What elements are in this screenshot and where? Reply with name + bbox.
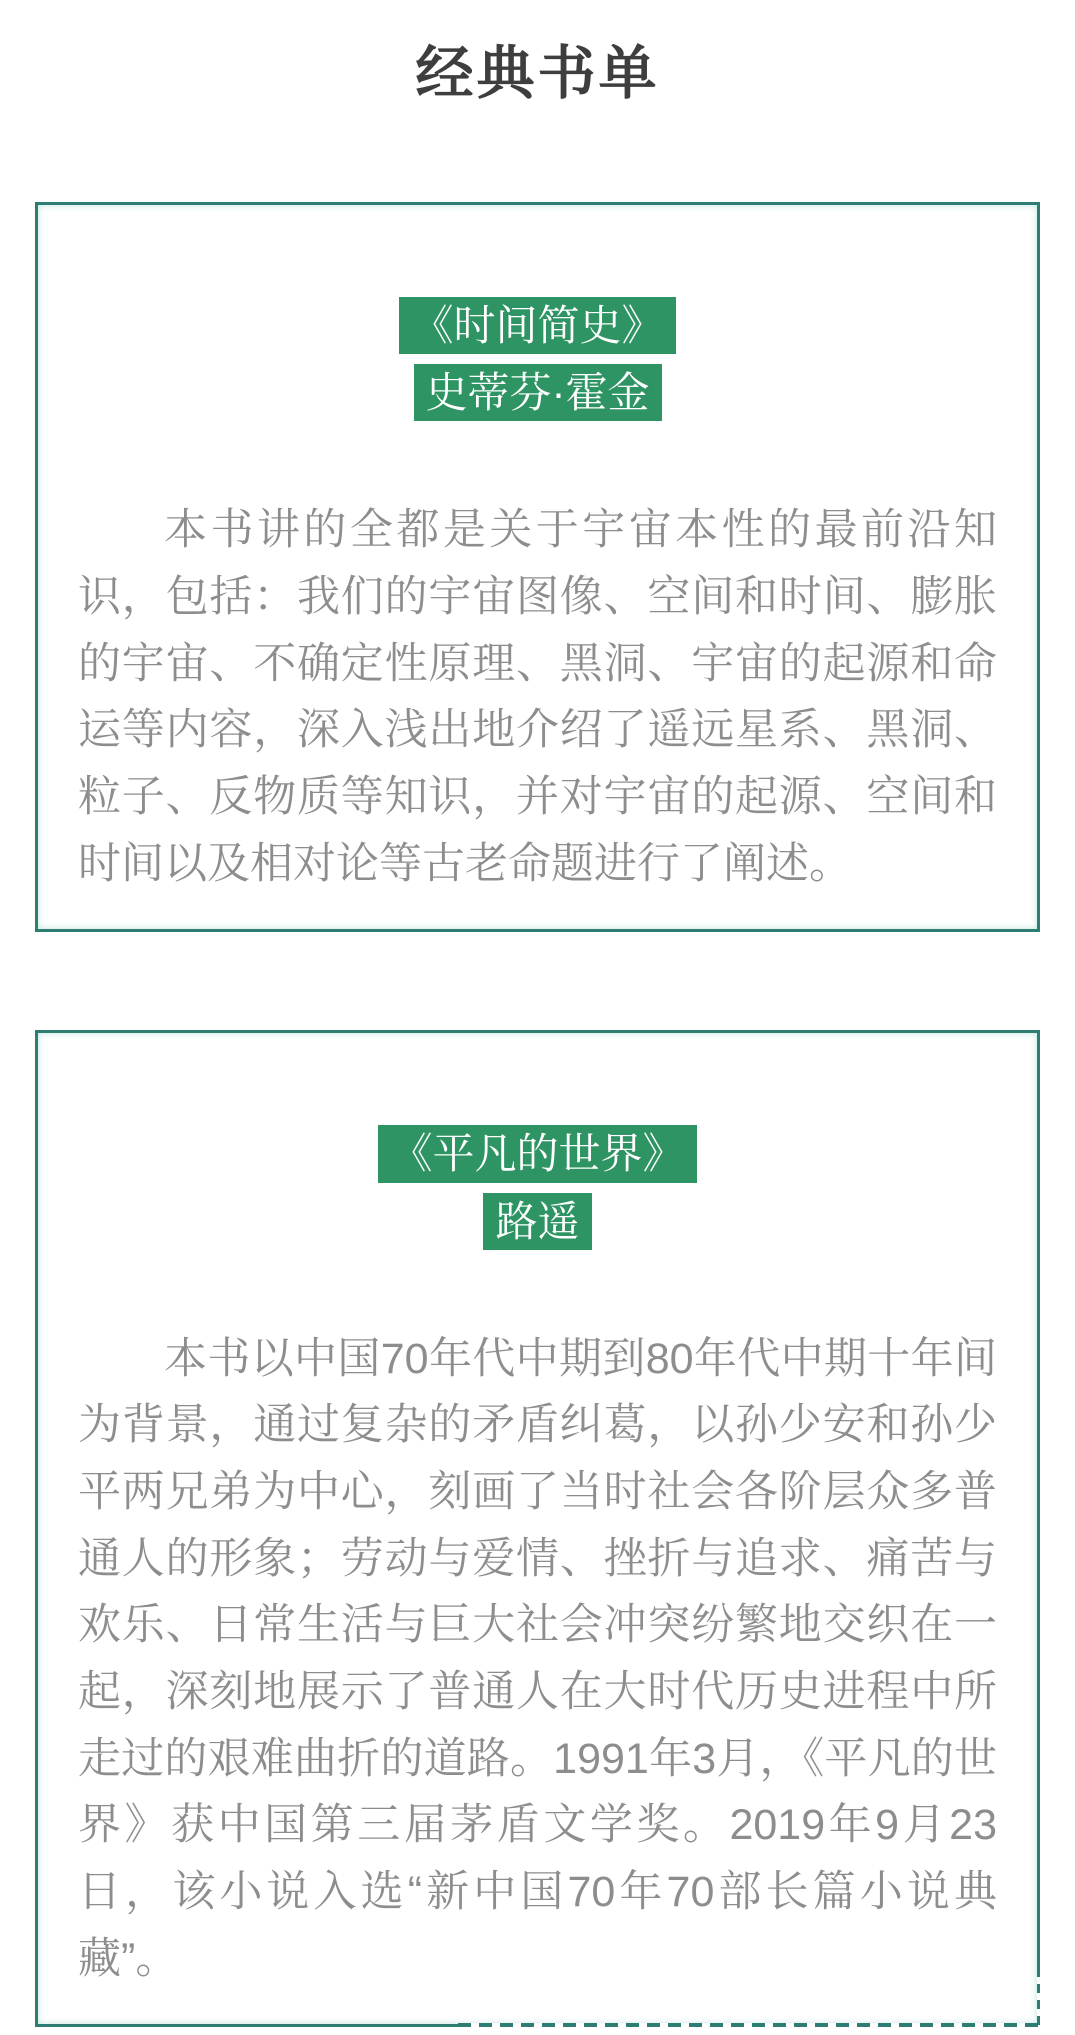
book-description: 本书讲的全都是关于宇宙本性的最前沿知识，包括：我们的宇宙图像、空间和时间、膨胀的宇宙、不确定性原理、黑洞、宇宙的起源和命运等内容，深入浅出地介绍了遥远星系、黑洞、粒子、反物质等知识，并对宇宙的起源、空间和时间以及相对论等古老命题进行了阐述。 bbox=[78, 506, 997, 888]
page-title: 经典书单 bbox=[415, 41, 660, 106]
book-description: 本书以中国70年代中期到80年代中期十年间为背景，通过复杂的矛盾纠葛，以孙少安和孙少平两兄弟为中心，刻画了当时社会各阶层众多普通人的形象；劳动与爱情、挫折与追求、痛苦与欢乐、日常生活与巨大社会冲突纷繁地交织在一起，深刻地展示了普通人在大时代历史进程中所走过的艰难曲折的道路。1991年3月，《平凡的世界》获中国第三届茅盾文学奖。2019年9月23日，该小说入选“新中国70年70部长篇小说典藏”。 bbox=[78, 1334, 997, 1983]
book-author-badge: 路遥 bbox=[483, 1193, 591, 1250]
book-card-time-history bbox=[35, 202, 1040, 932]
book-title-badge: 《平凡的世界》 bbox=[378, 1125, 696, 1182]
cutoff-watermark bbox=[458, 2023, 1040, 2027]
book-heading-group bbox=[78, 1125, 997, 1249]
book-list bbox=[0, 202, 1075, 2027]
book-author-badge: 史蒂芬·霍金 bbox=[414, 364, 662, 421]
book-heading-group bbox=[78, 297, 997, 421]
book-card-ordinary-world bbox=[35, 1030, 1040, 2027]
book-title-badge: 《时间简史》 bbox=[399, 297, 675, 354]
